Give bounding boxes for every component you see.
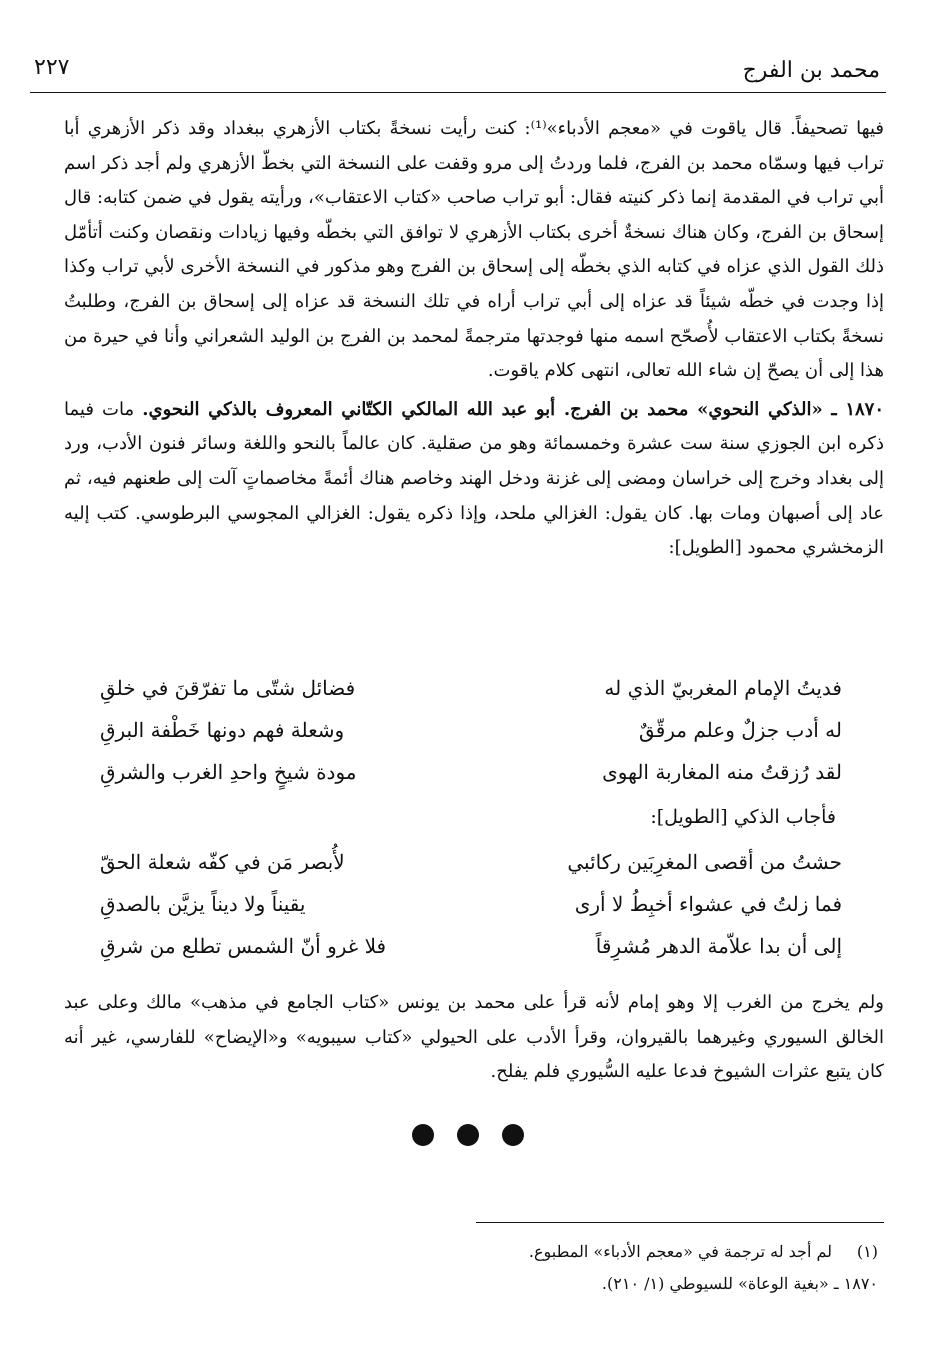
paragraph-yaqut-quote: فيها تصحيفاً. قال ياقوت في «معجم الأدباء»⁽¹⁾: كنت رأيت نسخةً بكتاب الأزهري ببغداد وقد ذكر الأزهري أبا تراب فيها وسمّاه محمد بن الفرج، فلما وردتُ إلى مرو وقفت على النسخة التي بخطّ الأزهري ولم أجد ذكر اسم أبي تراب في المقدمة إنما ذكر كنيته فقال: أبو تراب صاحب «كتاب الاعتقاب»، ورأيته يقول في ضمن كتابه: قال إسحاق بن الفرج، وكان هناك نسخةٌ أخرى بكتاب الأزهري لا توافق التي بخطّه وفيها زيادات ونقصان وكنت أتأمّل ذلك القول الذي عزاه في كتابه الذي بخطّه إلى إسحاق بن الفرج وهو مذكور في النسخة الأخرى لأبي تراب وكذا إذا وجدت في خطّه شيئاً قد عزاه إلى أبي تراب أراه في تلك النسخة قد عزاه إلى إسحاق بن الفرج، وطلبتُ نسخةً بكتاب الاعتقاب لأُصحّح اسمه منها فوجدتها مترجمةً لمحمد بن الفرج بن الوليد الشعراني وأنا في حيرة من هذا إلى أن يصحّ إن شاء الله تعالى، انتهى كلام ياقوت. bbox=[64, 118, 885, 382]
section-separator bbox=[412, 1124, 524, 1146]
separator-dot bbox=[457, 1124, 479, 1146]
verse bbox=[100, 718, 842, 760]
verse bbox=[100, 892, 842, 934]
verse-second-hemistich: فلا غرو أنّ الشمس تطلع من شرقِ bbox=[100, 934, 387, 958]
main-text bbox=[64, 112, 884, 566]
verse bbox=[100, 934, 842, 976]
entry-heading: ١٨٧٠ ـ «الذكي النحوي» محمد بن الفرج. أبو عبد الله المالكي الكتّاني المعروف بالذكي النحوي. bbox=[142, 398, 884, 420]
separator-dot bbox=[502, 1124, 524, 1146]
verse-first-hemistich: فديتُ الإمام المغربيّ الذي له bbox=[604, 676, 842, 700]
verse-first-hemistich: حشتُ من أقصى المغرِبَين ركائبي bbox=[567, 850, 842, 874]
entry-text: مات فيما ذكره ابن الجوزي سنة ست عشرة وخمسمائة وهو من صقلية. كان عالماً بالنحو واللغة وسائر فنون الأدب، ورد إلى بغداد وخرج إلى خراسان ومضى إلى غزنة ودخل الهند وخاصم هناك أئمةً مخاصماتٍ آلت إلى طعنهم فيه، ثم عاد إلى أصبهان ومات بها. كان يقول: الغزالي ملحد، وإذا ذكره يقول: الغزالي المجوسي البرطوسي. كتب إليه الزمخشري محمود [الطويل]: bbox=[64, 398, 884, 559]
verse-first-hemistich: لقد رُزقتُ منه المغاربة الهوى bbox=[602, 760, 842, 784]
footnotes bbox=[529, 1236, 878, 1300]
footnote-rule bbox=[476, 1222, 884, 1223]
footnote-marker: (١) bbox=[856, 1242, 878, 1261]
verse bbox=[100, 760, 842, 802]
poem-reply bbox=[100, 850, 842, 976]
poem-zamakhshari bbox=[100, 676, 842, 802]
entry-1870 bbox=[64, 393, 884, 566]
verse-first-hemistich: فما زلتُ في عشواء أخبِطُ لا أرى bbox=[574, 892, 842, 916]
page-number: ٢٢٧ bbox=[34, 55, 70, 80]
closing-paragraph bbox=[64, 986, 884, 1090]
verse-first-hemistich: له أدب جزلٌ وعلم مرقّقٌ bbox=[639, 718, 842, 742]
verse-second-hemistich: يقيناً ولا ديناً يزيَّن بالصدقِ bbox=[100, 892, 306, 916]
separator-dot bbox=[412, 1124, 434, 1146]
header-rule bbox=[30, 92, 886, 93]
verse bbox=[100, 850, 842, 892]
verse-second-hemistich: وشعلة فهم دونها خَطْفة البرقِ bbox=[100, 718, 345, 742]
poem-reply-intro: فأجاب الذكي [الطويل]: bbox=[650, 806, 836, 828]
verse bbox=[100, 676, 842, 718]
verse-second-hemistich: فضائل شتّى ما تفرّقنَ في خلقِ bbox=[100, 676, 356, 700]
footnote-text: لم أجد له ترجمة في «معجم الأدباء» المطبوع. bbox=[528, 1242, 832, 1261]
footnote-source: ١٨٧٠ ـ «بغية الوعاة» للسيوطي (١/ ٢١٠). bbox=[601, 1274, 878, 1293]
paragraph-closing: ولم يخرج من الغرب إلا وهو إمام لأنه قرأ على محمد بن يونس «كتاب الجامع في مذهب» مالك وعلى عبد الخالق السيوري وغيرهما بالقيروان، وقرأ الأدب على الحيولي «كتاب سيبويه» و«الإيضاح» للفارسي، غير أنه كان يتبع عثرات الشيوخ فدعا عليه السُّيوري فلم يفلح. bbox=[64, 992, 884, 1083]
verse-second-hemistich: لأُبصر مَن في كفّه شعلة الحقّ bbox=[100, 850, 345, 874]
verse-second-hemistich: مودة شيخٍ واحدِ الغرب والشرقِ bbox=[100, 760, 357, 784]
footnote-1 bbox=[529, 1236, 878, 1268]
verse-first-hemistich: إلى أن بدا علاّمة الدهر مُشرِقاً bbox=[595, 934, 842, 958]
running-title: محمد بن الفرج bbox=[742, 58, 880, 83]
